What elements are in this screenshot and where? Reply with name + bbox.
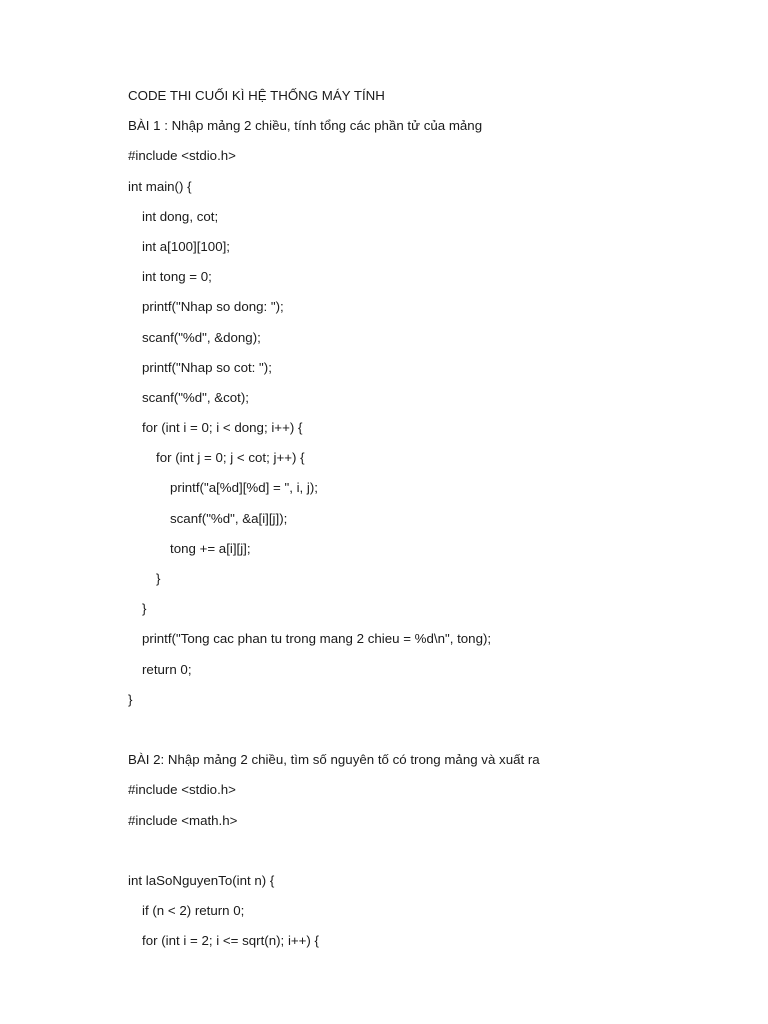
code-line: #include <stdio.h> [128, 782, 236, 798]
code-line: tong += a[i][j]; [170, 540, 251, 556]
code-line: if (n < 2) return 0; [142, 903, 245, 919]
section-2-heading: BÀI 2: Nhập mảng 2 chiều, tìm số nguyên tố có trong mảng và xuất ra [128, 752, 540, 768]
code-line: for (int j = 0; j < cot; j++) { [156, 450, 305, 466]
code-line: } [128, 691, 133, 707]
code-line: printf("a[%d][%d] = ", i, j); [170, 480, 318, 496]
code-line: int a[100][100]; [142, 238, 230, 254]
code-line: int tong = 0; [142, 269, 212, 285]
code-line: printf("Nhap so cot: "); [142, 359, 272, 375]
blank-line [128, 841, 540, 871]
code-line: for (int i = 0; i < dong; i++) { [142, 420, 303, 436]
code-line: scanf("%d", &dong); [142, 329, 261, 345]
blank-line [128, 720, 540, 750]
code-line: #include <stdio.h> [128, 148, 236, 164]
document-title: CODE THI CUỐI KÌ HỆ THỐNG MÁY TÍNH [128, 88, 385, 103]
section-1-heading: BÀI 1 : Nhập mảng 2 chiều, tính tổng các phần tử của mảng [128, 118, 483, 134]
code-line: scanf("%d", &a[i][j]); [170, 510, 288, 526]
code-line: int laSoNguyenTo(int n) { [128, 872, 275, 888]
code-line: int main() { [128, 178, 192, 194]
code-line: scanf("%d", &cot); [142, 389, 249, 405]
document-body [128, 86, 540, 961]
code-line: } [156, 571, 161, 586]
code-line: printf("Tong cac phan tu trong mang 2 chieu = %d\n", tong); [142, 631, 492, 647]
code-line: int dong, cot; [142, 208, 219, 224]
code-line: } [142, 601, 147, 617]
code-line: for (int i = 2; i <= sqrt(n); i++) { [142, 933, 319, 949]
code-line: #include <math.h> [128, 812, 238, 828]
code-line: return 0; [142, 661, 192, 677]
code-line: printf("Nhap so dong: "); [142, 299, 284, 315]
